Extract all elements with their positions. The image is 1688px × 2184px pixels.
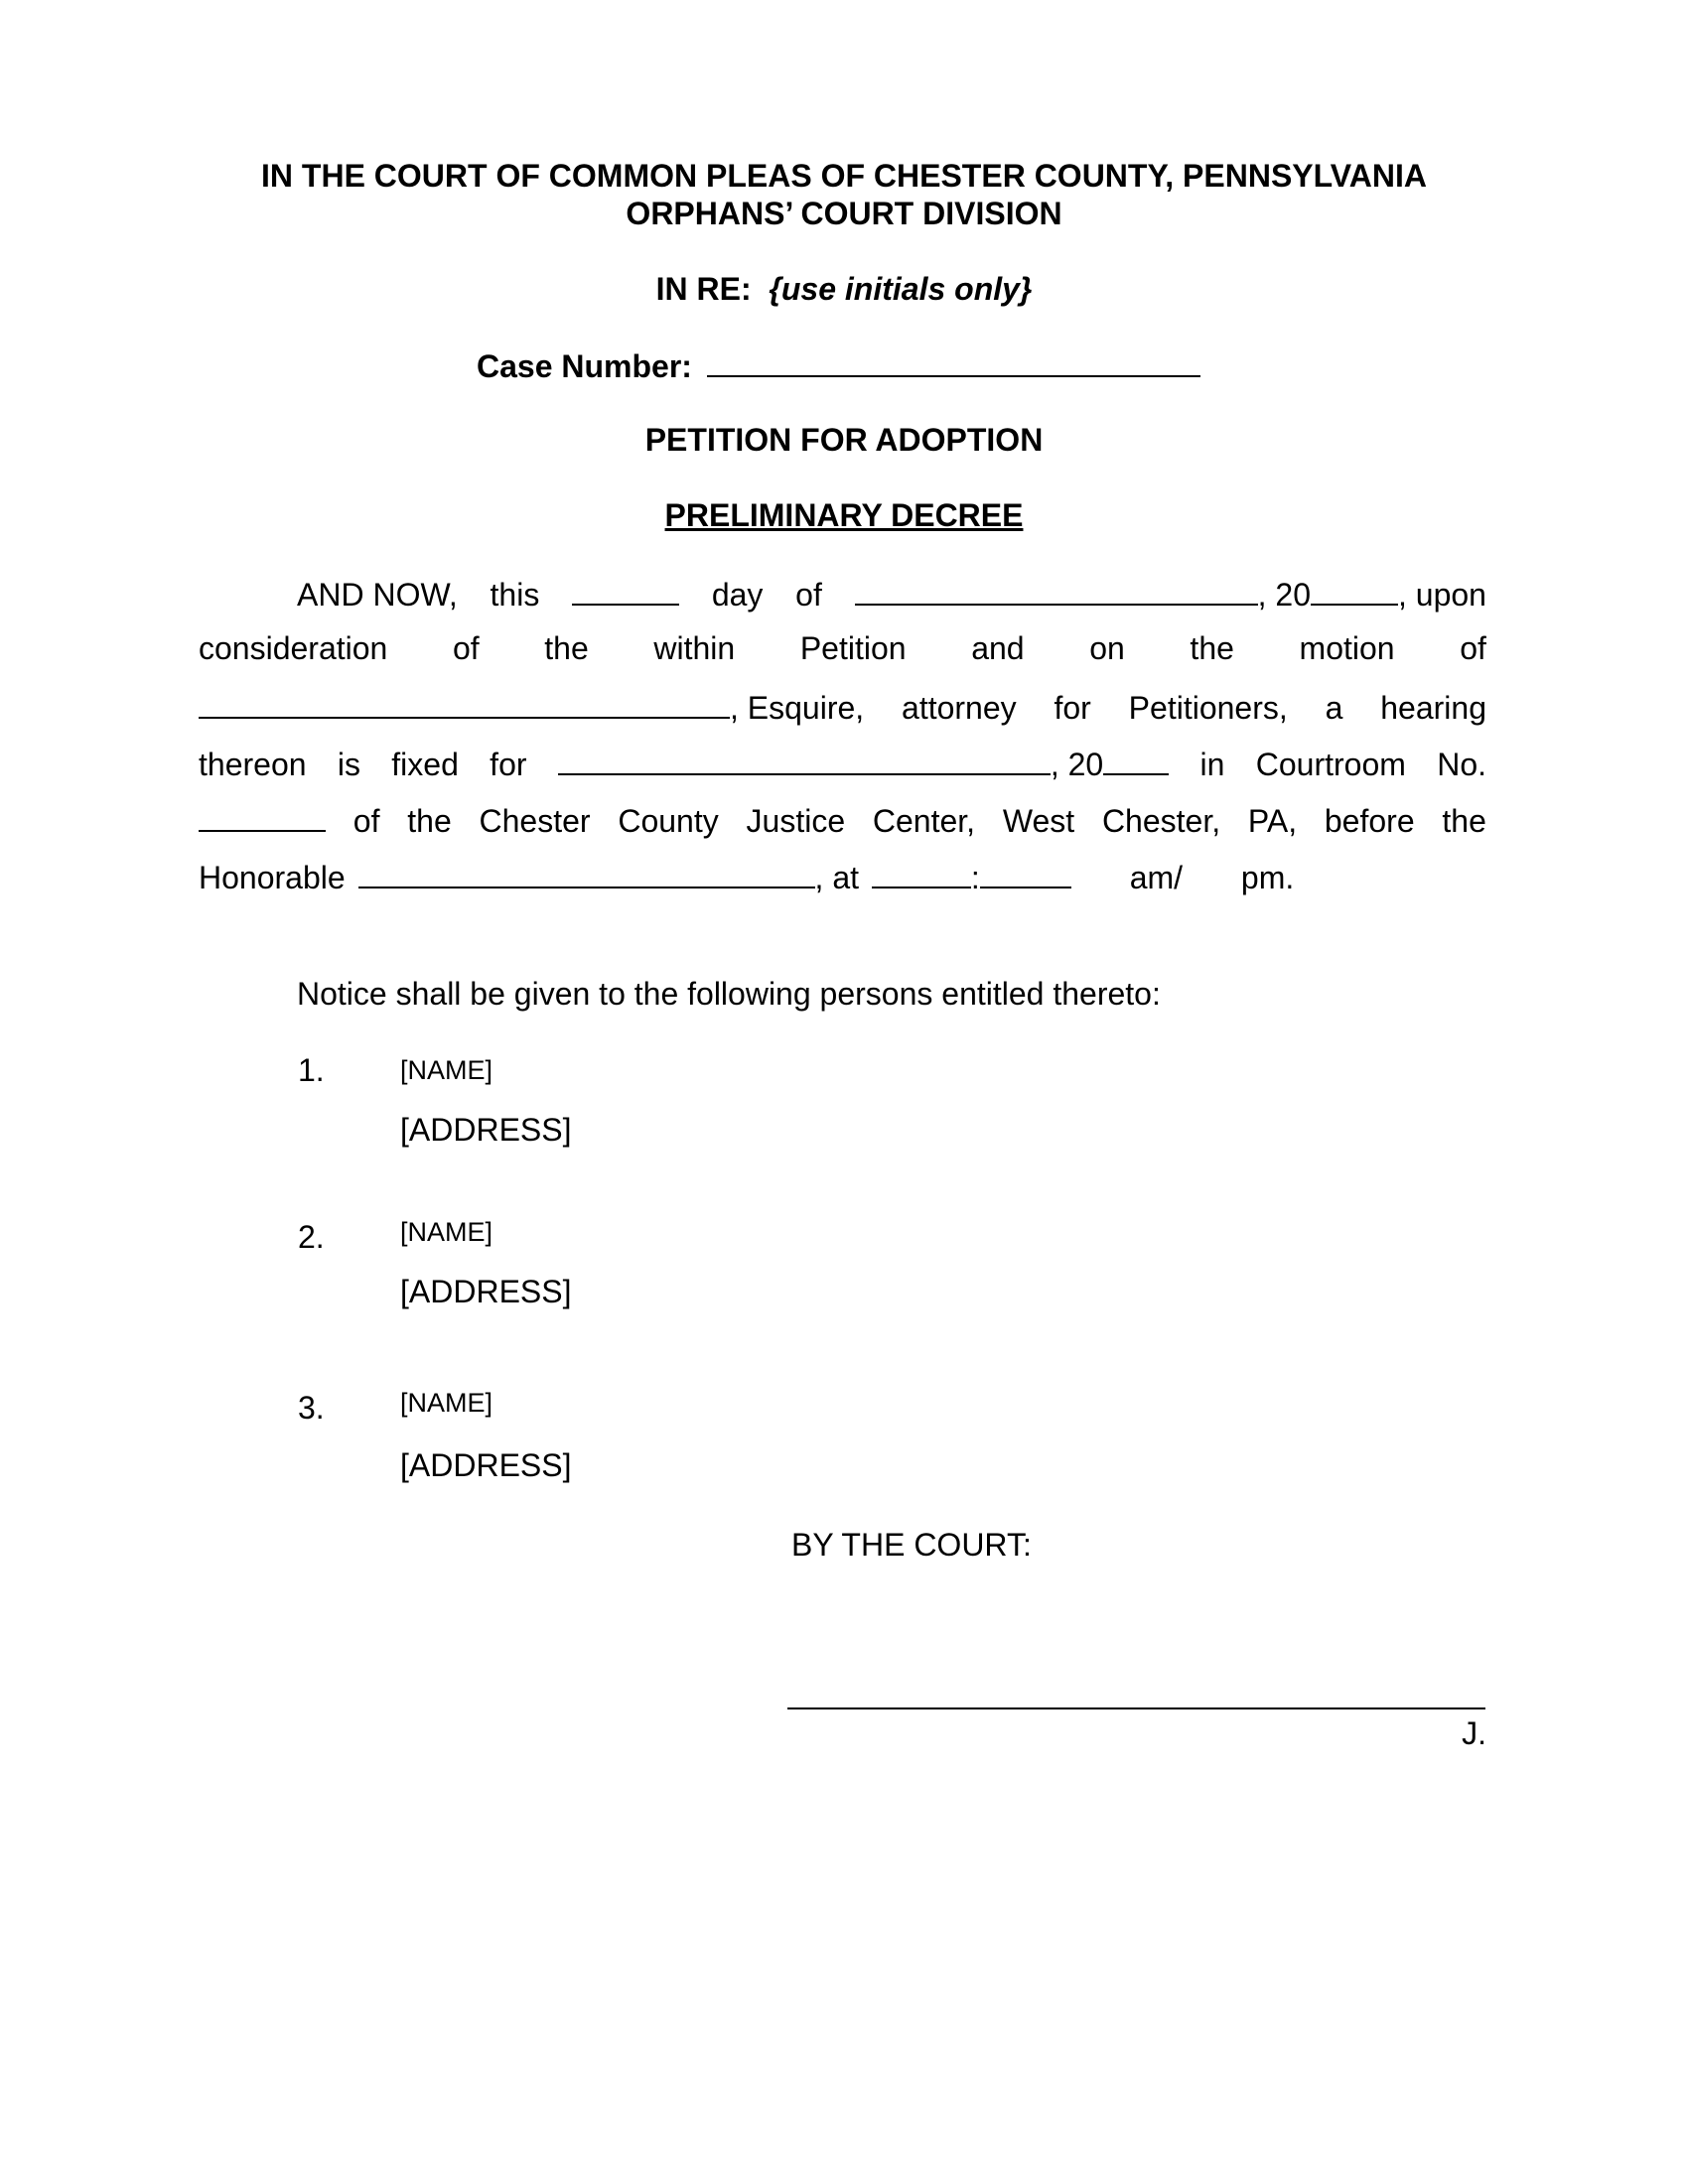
person-address: [ADDRESS]	[400, 1112, 572, 1148]
text-attorney: attorney	[902, 690, 1017, 726]
person-number: 1.	[298, 1052, 325, 1088]
case-number-blank[interactable]	[707, 345, 1200, 377]
in-re-label: IN RE:	[655, 271, 752, 307]
attorney-name-blank[interactable]	[199, 687, 730, 719]
text-fixed: fixed	[391, 747, 459, 782]
text-courtroom: Courtroom	[1255, 747, 1406, 782]
word: on	[1089, 630, 1125, 666]
decree-title	[0, 496, 1688, 534]
minute-blank[interactable]	[980, 857, 1071, 888]
word: Chester	[479, 803, 591, 839]
year-blank[interactable]	[1311, 574, 1398, 606]
text-upon: , upon	[1397, 577, 1486, 613]
decree-line-6	[199, 857, 1294, 896]
text-for: for	[1054, 690, 1091, 726]
word: Justice	[746, 803, 846, 839]
text-year-prefix: , 20	[1050, 747, 1104, 782]
person-address: [ADDRESS]	[400, 1274, 572, 1309]
signature-line[interactable]	[787, 1707, 1485, 1709]
text-is: is	[337, 747, 360, 782]
courtroom-number-blank[interactable]	[199, 800, 326, 832]
word: of	[1460, 630, 1486, 666]
person-name: [NAME]	[400, 1055, 493, 1085]
hearing-date-blank[interactable]	[558, 744, 1051, 775]
text-day: day	[711, 577, 764, 613]
decree-line-4	[199, 744, 1486, 783]
word: consideration	[199, 630, 388, 666]
notice-intro: Notice shall be given to the following persons entitled thereto:	[297, 976, 1161, 1012]
text-pm: pm.	[1240, 860, 1295, 895]
day-blank[interactable]	[572, 574, 679, 606]
decree-title-text: PRELIMINARY DECREE	[664, 497, 1024, 533]
hearing-year-blank[interactable]	[1103, 744, 1169, 775]
word: the	[544, 630, 589, 666]
text-thereon: thereon	[199, 747, 307, 782]
division-title: ORPHANS’ COURT DIVISION	[626, 196, 1062, 231]
word: the	[1442, 803, 1486, 839]
text-esquire: , Esquire,	[730, 690, 865, 726]
word: Petition	[799, 630, 907, 666]
text-at: , at	[814, 860, 860, 895]
word: motion	[1299, 630, 1395, 666]
judge-suffix: J.	[1462, 1715, 1486, 1751]
person-number: 3.	[298, 1390, 325, 1426]
word: County	[618, 803, 719, 839]
word: before	[1324, 803, 1415, 839]
text-for: for	[490, 747, 527, 782]
word: West	[1002, 803, 1075, 839]
text-honorable: Honorable	[199, 860, 346, 895]
word: of	[352, 803, 380, 839]
word: Center,	[872, 803, 976, 839]
word: Chester,	[1101, 803, 1221, 839]
person-name: [NAME]	[400, 1388, 493, 1418]
court-title: IN THE COURT OF COMMON PLEAS OF CHESTER COUNTY, PENNSYLVANIA	[261, 158, 1427, 194]
judge-name-blank[interactable]	[358, 857, 815, 888]
month-blank[interactable]	[855, 574, 1258, 606]
text-am: am/	[1129, 860, 1184, 895]
hour-blank[interactable]	[872, 857, 971, 888]
word: PA,	[1247, 803, 1298, 839]
text-in: in	[1199, 747, 1225, 782]
word: of	[452, 630, 480, 666]
text-no: No.	[1437, 747, 1486, 782]
case-number-line	[477, 345, 1271, 385]
case-number-label: Case Number:	[477, 348, 692, 384]
decree-line-5	[199, 800, 1486, 840]
by-the-court: BY THE COURT:	[791, 1527, 1032, 1563]
person-name: [NAME]	[400, 1217, 493, 1247]
word: the	[1190, 630, 1234, 666]
word: within	[653, 630, 736, 666]
decree-line-3	[199, 687, 1486, 727]
text-year-prefix: , 20	[1257, 577, 1311, 613]
decree-line-1	[297, 574, 1486, 614]
decree-line-2	[199, 630, 1486, 667]
person-address: [ADDRESS]	[400, 1447, 572, 1483]
in-re-line	[0, 270, 1688, 308]
text-this: this	[490, 577, 540, 613]
petition-title: PETITION FOR ADOPTION	[644, 422, 1044, 458]
word: and	[971, 630, 1025, 666]
text-a: a	[1325, 690, 1343, 726]
text-petitioners: Petitioners,	[1128, 690, 1288, 726]
in-re-value: {use initials only}	[769, 271, 1033, 307]
text-and-now: AND NOW,	[297, 577, 458, 613]
person-number: 2.	[298, 1219, 325, 1255]
text-of: of	[795, 577, 822, 613]
text-hearing: hearing	[1380, 690, 1486, 726]
word: the	[407, 803, 452, 839]
text-colon: :	[970, 860, 980, 895]
